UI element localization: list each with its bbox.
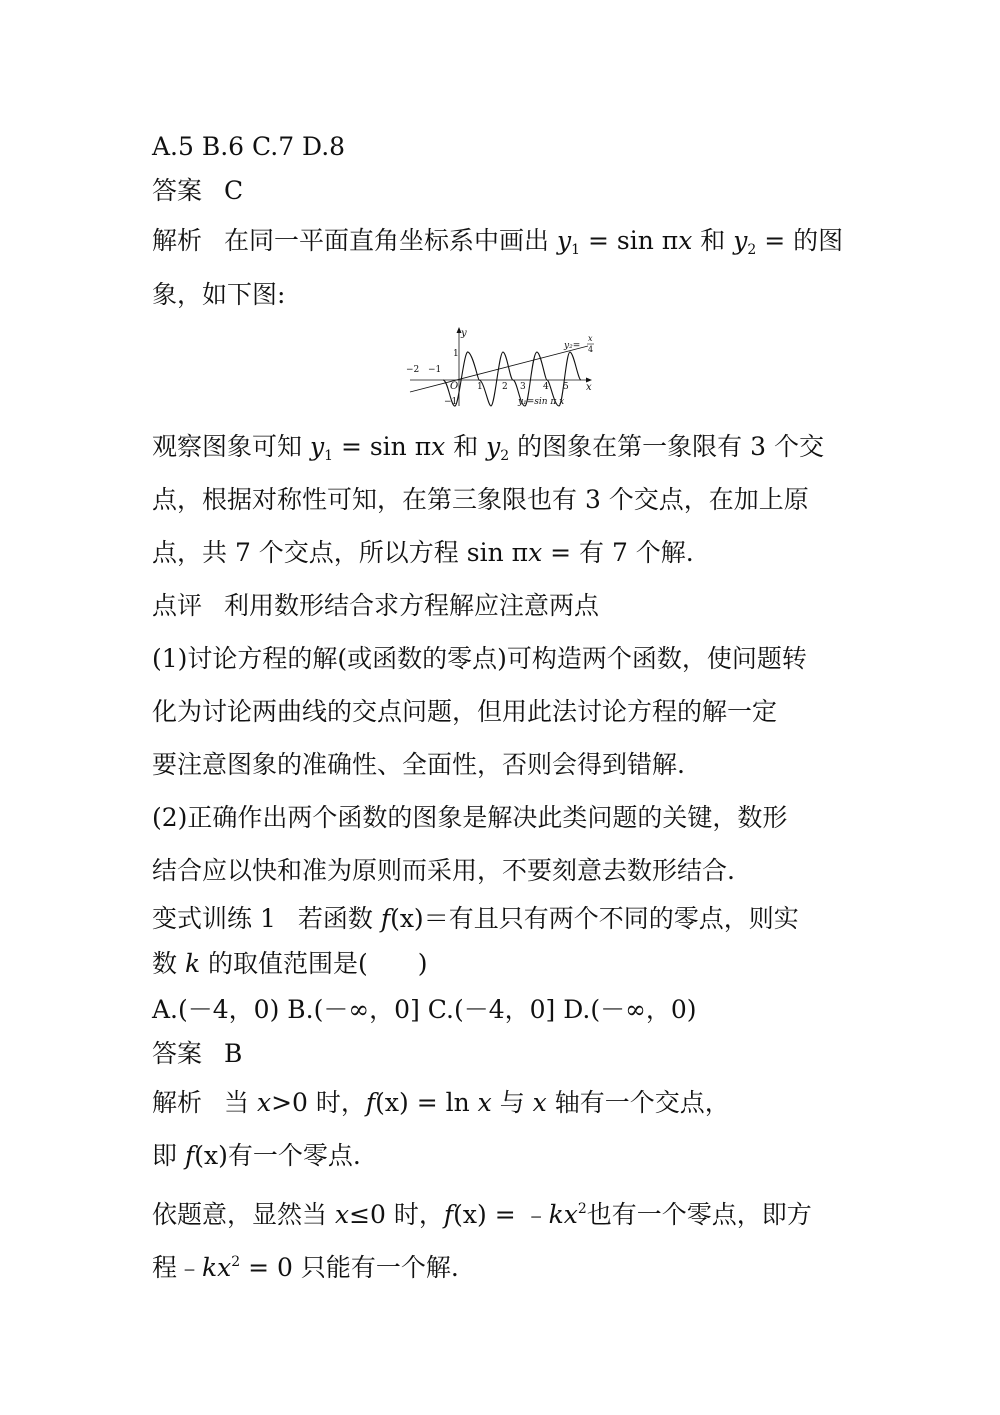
y1-label: y₁=sin π x — [518, 397, 565, 407]
analysis-label: 解析 — [152, 226, 203, 255]
variant-question-line2: 数 k 的取值范围是( ) — [152, 949, 428, 978]
observation-line-3: 点，共 7 个交点，所以方程 sin πx = 有 7 个解. — [152, 538, 694, 567]
variant-analysis-label: 解析 — [152, 1088, 203, 1117]
x-tick-neg1: −1 — [428, 365, 442, 375]
options-line: A.5 B.6 C.7 D.8 — [152, 132, 346, 161]
variant-analysis-line1: 解析 当 x>0 时，f(x) = ln x 与 x 轴有一个交点， — [152, 1088, 730, 1117]
x-tick-1: 1 — [477, 382, 483, 392]
answer-label: 答案 — [152, 176, 203, 205]
y-axis-label: y — [461, 328, 467, 339]
observation-line-2: 点，根据对称性可知，在第三象限也有 3 个交点，在加上原 — [152, 485, 809, 514]
y-tick-neg1: −1 — [444, 397, 458, 407]
variant-label: 变式训练 1 — [152, 904, 276, 933]
function-graph — [398, 322, 610, 414]
x-tick-3: 3 — [520, 382, 526, 392]
origin-label: O — [450, 381, 459, 392]
variant-analysis-line2: 即 f(x)有一个零点. — [152, 1141, 361, 1170]
y2-label: y₂= — [564, 341, 581, 351]
x-tick-5: 5 — [563, 382, 569, 392]
x-tick-neg2: −2 — [406, 365, 420, 375]
comment-p1-line1: (1)讨论方程的解(或函数的零点)可构造两个函数，使问题转 — [152, 644, 807, 673]
variant-analysis-line3: 依题意，显然当 x≤0 时，$f(x) = ﹣kx^2$也有一个零点，即方 — [152, 1200, 812, 1229]
variant-options: A.(－4，0) B.(－∞，0] C.(－4，0] D.(－∞，0) — [152, 995, 697, 1024]
y2-denominator: 4 — [588, 345, 594, 354]
y2-numerator: x — [588, 334, 593, 343]
variant-analysis-line4: 程$﹣kx^2 = 0$ 只能有一个解. — [152, 1253, 459, 1282]
comment-p1-line2: 化为讨论两曲线的交点问题，但用此法讨论方程的解一定 — [152, 697, 778, 726]
variant-question-line1: 变式训练 1 若函数 f(x)＝有且只有两个不同的零点，则实 — [152, 904, 799, 933]
variant-answer-value: B — [224, 1039, 243, 1068]
observation-line-1: 观察图象可知 $y_1 = \sin \pi x$ 和 $y_2$ 的图象在第一象限有 3 个交 — [152, 432, 824, 464]
y-tick-1: 1 — [453, 349, 459, 359]
x-axis-label: x — [586, 382, 592, 393]
comment-p1-line3: 要注意图象的准确性、全面性，否则会得到错解. — [152, 750, 685, 779]
comment-label: 点评 — [152, 591, 203, 620]
analysis-line-1: 解析 在同一平面直角坐标系中画出 $y_1 = \sin \pi x$ 和 $y_2$ = 的图 — [152, 226, 844, 258]
variant-answer-line — [152, 1038, 242, 1070]
answer-value: C — [224, 176, 244, 205]
variant-answer-label: 答案 — [152, 1039, 203, 1068]
comment-p2-line1: (2)正确作出两个函数的图象是解决此类问题的关键，数形 — [152, 803, 788, 832]
analysis-line-2: 象，如下图: — [152, 280, 286, 309]
comment-heading — [152, 590, 599, 622]
x-tick-4: 4 — [543, 382, 549, 392]
comment-p2-line2: 结合应以快和准为原则而采用，不要刻意去数形结合. — [152, 856, 735, 885]
answer-line — [152, 175, 243, 207]
x-tick-2: 2 — [502, 382, 508, 392]
comment-title: 利用数形结合求方程解应注意两点 — [224, 591, 600, 620]
